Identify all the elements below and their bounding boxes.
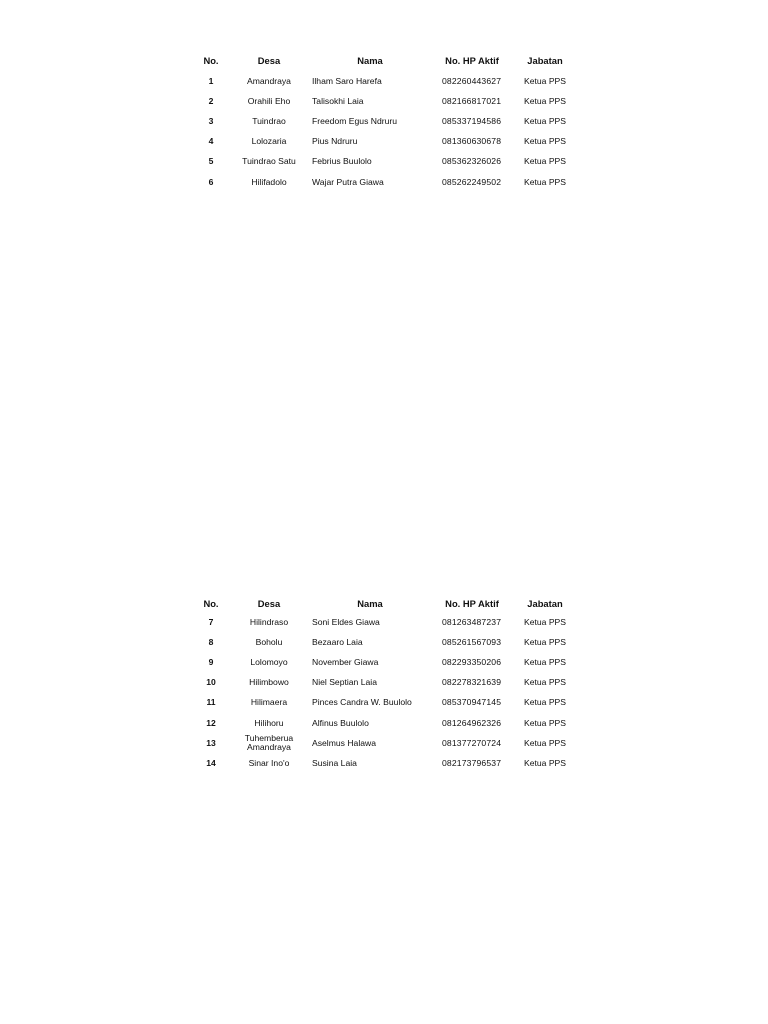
- cell-jabatan: Ketua PPS: [523, 616, 567, 627]
- cell-no: 8: [208, 636, 214, 647]
- cell-nama: Talisokhi Laia: [312, 95, 364, 106]
- cell-desa: Tuindrao Satu: [242, 156, 296, 167]
- cell-hp: 082260443627: [442, 75, 502, 86]
- cell-desa: Sinar Ino'o: [248, 757, 290, 768]
- table-row: [192, 132, 578, 152]
- cell-no: 4: [208, 136, 214, 147]
- cell-no: 2: [208, 95, 214, 106]
- table-row: [192, 693, 578, 713]
- cell-hp: 085362326026: [442, 156, 502, 167]
- cell-no: 5: [208, 156, 214, 167]
- cell-nama: Freedom Egus Ndruru: [312, 115, 398, 126]
- cell-no: 10: [206, 677, 216, 688]
- cell-hp: 085262249502: [442, 176, 502, 187]
- table-row: [192, 632, 578, 652]
- cell-hp: 082278321639: [442, 677, 502, 688]
- header-nama: Nama: [357, 597, 383, 609]
- cell-nama: Aselmus Halawa: [312, 737, 376, 748]
- table-row: [192, 71, 578, 91]
- cell-no: 9: [208, 656, 214, 667]
- cell-hp: 082166817021: [442, 95, 502, 106]
- cell-no: 1: [208, 75, 214, 86]
- cell-nama: Alfinus Buulolo: [312, 717, 369, 728]
- cell-jabatan: Ketua PPS: [523, 115, 567, 126]
- cell-hp: 081360630678: [442, 136, 502, 147]
- cell-jabatan: Ketua PPS: [523, 677, 567, 688]
- cell-no: 6: [208, 176, 214, 187]
- cell-no: 12: [206, 717, 216, 728]
- cell-desa: Hilindraso: [249, 616, 289, 627]
- cell-hp: 081264962326: [442, 717, 502, 728]
- cell-jabatan: Ketua PPS: [523, 697, 567, 708]
- table-row: [192, 753, 578, 773]
- cell-hp: 081377270724: [442, 737, 502, 748]
- table: [192, 51, 578, 192]
- header-desa: Desa: [257, 597, 281, 609]
- cell-hp: 081263487237: [442, 616, 502, 627]
- cell-desa: Hilihoru: [254, 717, 284, 728]
- cell-hp: 085261567093: [442, 636, 502, 647]
- cell-no: 14: [206, 757, 216, 768]
- cell-nama: Febrius Buulolo: [312, 156, 372, 167]
- cell-nama: Ilham Saro Harefa: [312, 75, 382, 86]
- table-row: [192, 612, 578, 632]
- header-no: No.: [203, 54, 219, 66]
- cell-desa: Hilimaera: [250, 697, 288, 708]
- cell-jabatan: Ketua PPS: [523, 636, 567, 647]
- cell-no: 11: [206, 697, 216, 708]
- header-jabatan: Jabatan: [527, 597, 563, 609]
- table: [192, 594, 578, 774]
- cell-desa: Lolomoyo: [250, 656, 288, 667]
- cell-desa: Orahili Eho: [247, 95, 291, 106]
- cell-nama: Niel Septian Laia: [312, 677, 377, 688]
- cell-hp: 082293350206: [442, 656, 502, 667]
- pps-table-1: [192, 51, 592, 192]
- header-desa: Desa: [257, 54, 281, 66]
- table-row: [192, 91, 578, 111]
- cell-nama: Bezaaro Laia: [312, 636, 363, 647]
- cell-nama: Pinces Candra W. Buulolo: [312, 697, 412, 708]
- cell-nama: Soni Eldes Giawa: [312, 616, 380, 627]
- cell-no: 3: [208, 115, 214, 126]
- cell-desa: Tuindrao: [252, 115, 286, 126]
- header-no: No.: [203, 597, 219, 609]
- table-header-row: [192, 51, 578, 71]
- cell-desa: Hilifadolo: [251, 176, 287, 187]
- table-row: [192, 713, 578, 733]
- cell-jabatan: Ketua PPS: [523, 136, 567, 147]
- cell-desa: Boholu: [255, 636, 283, 647]
- cell-no: 13: [206, 737, 216, 748]
- table-row: [192, 733, 578, 753]
- table-row: [192, 673, 578, 693]
- cell-no: 7: [208, 616, 214, 627]
- cell-jabatan: Ketua PPS: [523, 757, 567, 768]
- pps-table-2: [192, 594, 592, 774]
- header-nama: Nama: [357, 54, 383, 66]
- table-row: [192, 652, 578, 672]
- cell-hp: 082173796537: [442, 757, 502, 768]
- cell-jabatan: Ketua PPS: [523, 75, 567, 86]
- table-header-row: [192, 594, 578, 612]
- cell-nama: Wajar Putra Giawa: [312, 176, 384, 187]
- cell-hp: 085337194586: [442, 115, 502, 126]
- cell-desa: Tuhemberua Amandraya: [244, 733, 294, 753]
- cell-desa: Lolozaria: [251, 136, 287, 147]
- cell-jabatan: Ketua PPS: [523, 95, 567, 106]
- cell-jabatan: Ketua PPS: [523, 737, 567, 748]
- cell-jabatan: Ketua PPS: [523, 717, 567, 728]
- header-jabatan: Jabatan: [527, 54, 563, 66]
- cell-jabatan: Ketua PPS: [523, 656, 567, 667]
- table-row: [192, 152, 578, 172]
- cell-desa: Hilimbowo: [249, 677, 289, 688]
- cell-nama: Susina Laia: [312, 757, 357, 768]
- cell-desa: Amandraya: [247, 75, 291, 86]
- cell-nama: Pius Ndruru: [312, 136, 358, 147]
- cell-hp: 085370947145: [442, 697, 502, 708]
- table-row: [192, 172, 578, 192]
- table-row: [192, 111, 578, 131]
- cell-nama: November Giawa: [312, 656, 379, 667]
- header-hp: No. HP Aktif: [445, 597, 499, 609]
- header-hp: No. HP Aktif: [445, 54, 499, 66]
- cell-jabatan: Ketua PPS: [523, 176, 567, 187]
- cell-jabatan: Ketua PPS: [523, 156, 567, 167]
